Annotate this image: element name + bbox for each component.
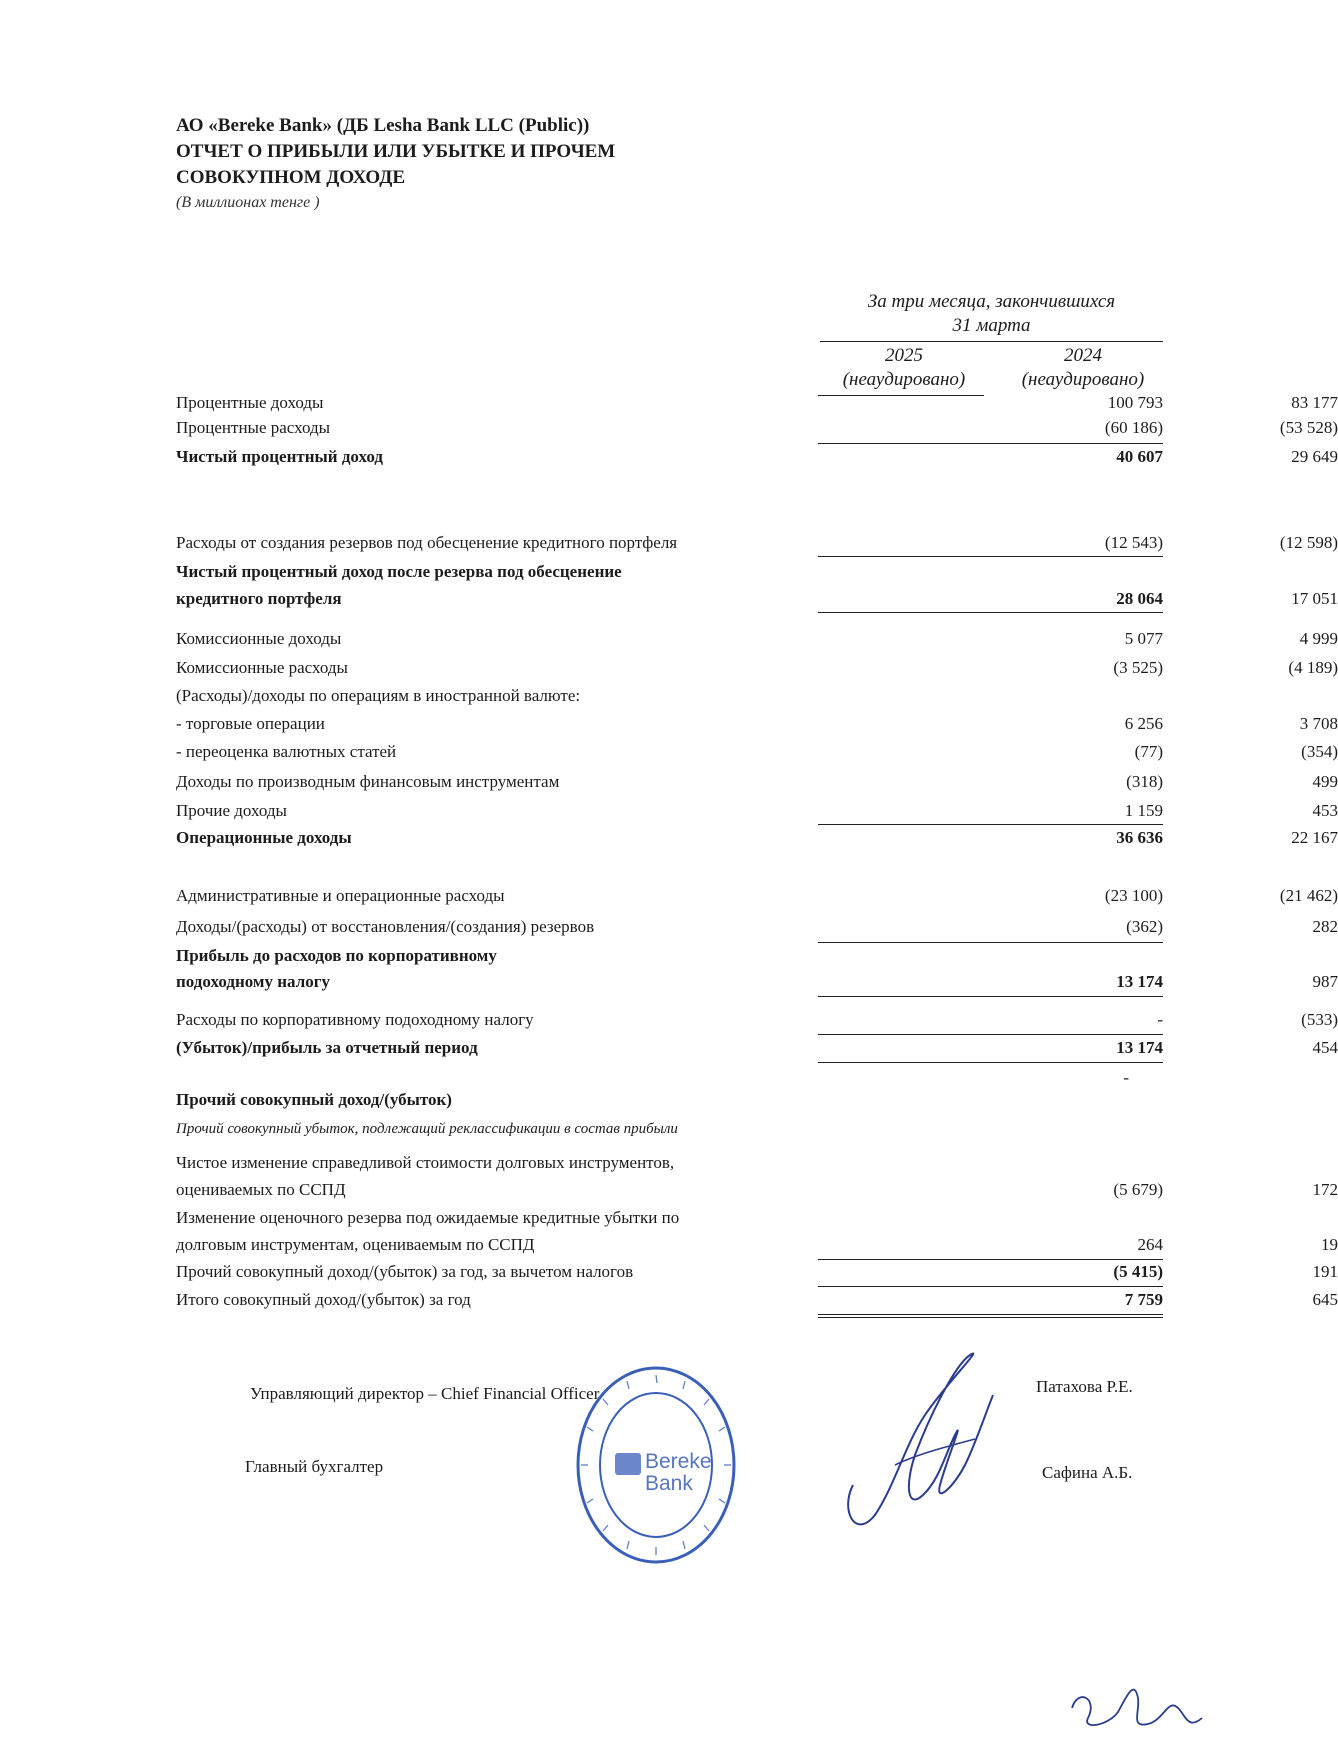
company-name: АО «Bereke Bank» (ДБ Lesha Bank LLC (Public)) [176, 115, 590, 136]
total-double-rule [818, 1314, 1163, 1318]
row-value-2024: (12 598) [1279, 533, 1338, 552]
row-value-2024: 282 [1312, 917, 1338, 936]
section-subheading: Прочий совокупный убыток, подлежащий реклассификации в состав прибыли [176, 1121, 678, 1137]
row-value-2024: 22 167 [1291, 828, 1338, 847]
row-label: Чистый процентный доход после резерва под обесценение [176, 562, 622, 581]
row-label-cont: долговым инструментам, оцениваемым по ССПД [176, 1235, 535, 1254]
row-label: Чистое изменение справедливой стоимости долговых инструментов, [176, 1153, 675, 1172]
row-label: (Расходы)/доходы по операциям в иностранной валюте: [176, 686, 581, 705]
row-label: - переоценка валютных статей [176, 742, 397, 761]
row-label: Комиссионные расходы [176, 658, 348, 677]
row-value-2025: 7 759 [1124, 1290, 1163, 1309]
row-label: Прочий совокупный доход/(убыток) за год, за вычетом налогов [176, 1262, 634, 1281]
row-value-2025: 40 607 [1116, 447, 1163, 466]
row-rule [818, 1034, 1163, 1035]
row-label: Чистый процентный доход [176, 447, 383, 466]
period-heading [820, 290, 1163, 338]
row-value-2024: (4 189) [1288, 658, 1338, 677]
row-value-2024: 19 [1321, 1235, 1338, 1254]
row-label: Расходы от создания резервов под обесценение кредитного портфеля [176, 533, 678, 552]
signatory-name-accountant: Сафина А.Б. [1042, 1463, 1133, 1482]
row-rule [818, 996, 1163, 997]
units-note: (В миллионах тенге ) [176, 194, 320, 211]
row-value-2024: 29 649 [1291, 447, 1338, 466]
period-underline [820, 341, 1163, 342]
row-value-2025: (60 186) [1104, 418, 1163, 437]
row-value-2025: 264 [1137, 1235, 1163, 1254]
row-value-2025: (3 525) [1113, 658, 1163, 677]
row-value-2024: 3 708 [1299, 714, 1338, 733]
row-rule [818, 1286, 1163, 1287]
row-value-2025: (77) [1134, 742, 1163, 761]
row-value-2024: 191 [1312, 1262, 1338, 1281]
row-value-2025: (23 100) [1104, 886, 1163, 905]
row-value-2025: (318) [1126, 772, 1163, 791]
column-2024 [999, 344, 1167, 392]
row-label: Итого совокупный доход/(убыток) за год [176, 1290, 471, 1309]
row-label: (Убыток)/прибыль за отчетный период [176, 1038, 478, 1057]
row-rule [818, 443, 1163, 444]
col1-year: 2025 [885, 345, 923, 366]
row-value-2025: 36 636 [1116, 828, 1163, 847]
row-rule [818, 1259, 1163, 1260]
row-label: Комиссионные доходы [176, 629, 342, 648]
row-value-2024: 172 [1312, 1180, 1338, 1199]
row-label: Прочие доходы [176, 801, 287, 820]
row-label: Прибыль до расходов по корпоративному [176, 946, 497, 965]
row-label-cont: подоходному налогу [176, 972, 330, 991]
row-value-2024: 454 [1312, 1038, 1338, 1057]
row-rule [818, 395, 984, 396]
row-value-2025: (12 543) [1104, 533, 1163, 552]
row-label: Процентные расходы [176, 418, 331, 437]
row-label: Процентные доходы [176, 393, 324, 412]
row-value-2025: 13 174 [1116, 1038, 1163, 1057]
row-label-cont: кредитного портфеля [176, 589, 342, 608]
handwritten-signature [835, 1335, 1005, 1545]
row-label: - торговые операции [176, 714, 325, 733]
row-value-2025: (5 679) [1113, 1180, 1163, 1199]
signatory-role-accountant: Главный бухгалтер [245, 1457, 384, 1476]
row-value-2024: (533) [1301, 1010, 1338, 1029]
row-value-2024: (21 462) [1279, 886, 1338, 905]
row-value-2025: 5 077 [1124, 629, 1163, 648]
initials-signature [1068, 1668, 1208, 1738]
period-heading-line1: За три месяца, закончившихся [867, 291, 1116, 312]
row-label: Расходы по корпоративному подоходному налогу [176, 1010, 534, 1029]
row-rule [818, 824, 1163, 825]
row-value-2025: 13 174 [1116, 972, 1163, 991]
row-value-2025: 28 064 [1116, 589, 1163, 608]
stamp-logo-text: Bereke Bank [645, 1450, 712, 1495]
row-value-2024: 17 051 [1291, 589, 1338, 608]
row-value-2024: 4 999 [1299, 629, 1338, 648]
row-label: Операционные доходы [176, 828, 352, 847]
row-value-2025: (362) [1126, 917, 1163, 936]
company-stamp [575, 1365, 737, 1565]
row-value-2025: (5 415) [1113, 1262, 1163, 1281]
signatory-name-cfo: Патахова Р.Е. [1036, 1377, 1133, 1396]
row-value-2025: - [1123, 1068, 1129, 1087]
row-label: Административные и операционные расходы [176, 886, 505, 905]
row-label-cont: оцениваемых по ССПД [176, 1180, 346, 1199]
row-label: Изменение оценочного резерва под ожидаемые кредитные убытки по [176, 1208, 680, 1227]
signatory-role-cfo: Управляющий директор – Chief Financial Officer [250, 1384, 600, 1403]
col1-note: (неаудировано) [842, 369, 966, 390]
row-value-2024: (53 528) [1279, 418, 1338, 437]
row-value-2024: 987 [1312, 972, 1338, 991]
section-heading: Прочий совокупный доход/(убыток) [176, 1090, 452, 1109]
row-value-2024: (354) [1301, 742, 1338, 761]
col2-year: 2024 [1064, 345, 1102, 366]
row-value-2024: 453 [1312, 801, 1338, 820]
row-value-2024: 645 [1312, 1290, 1338, 1309]
row-label: Доходы/(расходы) от восстановления/(создания) резервов [176, 917, 595, 936]
column-2025 [820, 344, 988, 392]
report-title-line1: ОТЧЕТ О ПРИБЫЛИ ИЛИ УБЫТКЕ И ПРОЧЕМ [176, 141, 616, 162]
row-value-2025: - [1157, 1010, 1163, 1029]
row-rule [818, 1062, 1163, 1063]
report-title-line2: СОВОКУПНОМ ДОХОДЕ [176, 167, 406, 188]
row-value-2025: 6 256 [1124, 714, 1163, 733]
period-heading-line2: 31 марта [952, 315, 1031, 336]
col2-note: (неаудировано) [1021, 369, 1145, 390]
row-value-2025: 1 159 [1124, 801, 1163, 820]
row-rule [818, 942, 1163, 943]
row-value-2025: 100 793 [1107, 393, 1163, 412]
row-rule [818, 612, 1163, 613]
document-header [176, 113, 615, 215]
row-rule [818, 556, 1163, 557]
row-value-2024: 499 [1312, 772, 1338, 791]
row-label: Доходы по производным финансовым инструментам [176, 772, 560, 791]
row-value-2024: 83 177 [1291, 393, 1338, 412]
